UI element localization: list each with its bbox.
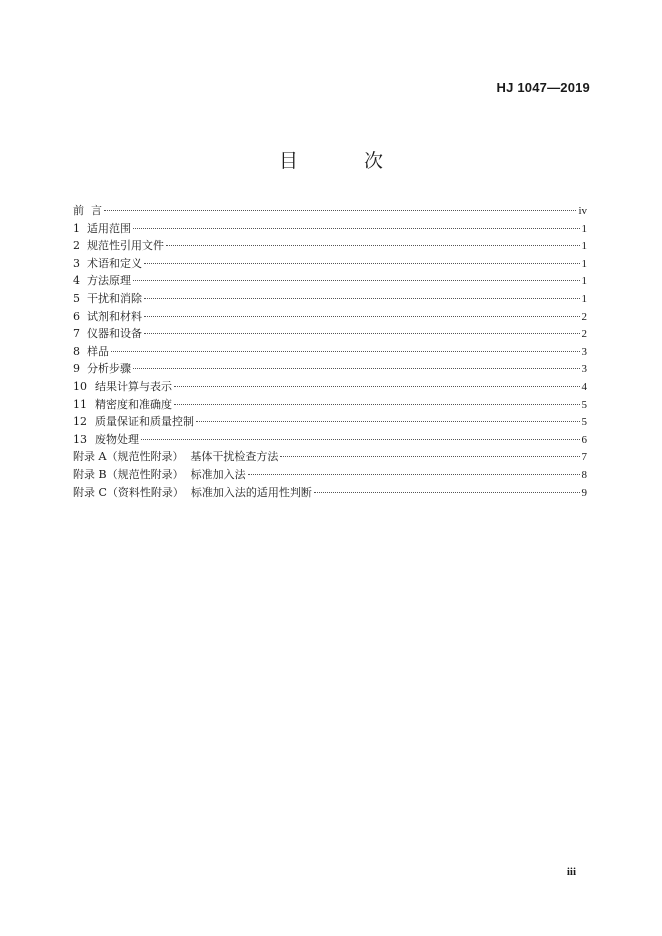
toc-entry-page: 5	[581, 398, 587, 411]
toc-entry[interactable]	[73, 343, 587, 361]
toc-entry-label: 分析步骤	[87, 362, 131, 376]
toc-entry[interactable]	[73, 220, 587, 238]
dot-leader	[144, 297, 580, 299]
toc-entry-number: 13	[73, 432, 87, 446]
toc-entry[interactable]	[73, 466, 587, 484]
dot-leader	[174, 385, 580, 387]
page-title: 目 次	[278, 150, 414, 172]
toc-entry-number: 2	[73, 239, 80, 253]
toc-entry-label: 附录 C（资料性附录） 标准加入法的适用性判断	[73, 485, 312, 499]
dot-leader	[104, 209, 576, 211]
toc-entry-page: 9	[581, 486, 587, 499]
toc-entry-label: 废物处理	[95, 432, 139, 446]
standard-code: HJ 1047—2019	[496, 80, 590, 95]
toc-entry-number: 5	[73, 291, 80, 305]
toc-entry[interactable]	[73, 272, 587, 290]
toc-entry[interactable]	[73, 413, 587, 431]
toc-entry[interactable]	[73, 378, 587, 396]
toc-entry-page: 1	[581, 292, 587, 305]
toc-entry-label: 样品	[87, 344, 109, 358]
toc-entry-number: 7	[73, 327, 80, 341]
toc-entry-label: 规范性引用文件	[87, 239, 164, 253]
dot-leader	[166, 244, 580, 246]
dot-leader	[314, 491, 580, 493]
table-of-contents	[73, 202, 587, 501]
toc-entry-page: 4	[581, 380, 587, 393]
toc-entry-number: 10	[73, 379, 87, 393]
toc-entry-label: 术语和定义	[87, 256, 142, 270]
dot-leader	[141, 438, 580, 440]
toc-entry-number: 12	[73, 415, 87, 429]
dot-leader	[280, 455, 579, 457]
dot-leader	[111, 350, 580, 352]
toc-entry-label: 干扰和消除	[87, 291, 142, 305]
toc-entry-label: 质量保证和质量控制	[95, 415, 194, 429]
dot-leader	[248, 473, 580, 475]
toc-entry-page: 1	[581, 222, 587, 235]
toc-entry[interactable]	[73, 308, 587, 326]
toc-entry-page: 5	[581, 416, 587, 429]
toc-entry-number: 1	[73, 221, 80, 235]
toc-entry-number: 9	[73, 362, 80, 376]
toc-entry-page: 1	[581, 240, 587, 253]
toc-entry-number: 8	[73, 344, 80, 358]
dot-leader	[144, 262, 580, 264]
toc-entry-label: 试剂和材料	[87, 309, 142, 323]
toc-entry[interactable]	[73, 431, 587, 449]
toc-entry-label: 精密度和准确度	[95, 397, 172, 411]
toc-entry[interactable]	[73, 448, 587, 466]
dot-leader	[144, 315, 580, 317]
toc-entry-label: 仪器和设备	[87, 327, 142, 341]
toc-entry[interactable]	[73, 396, 587, 414]
toc-entry-page: 1	[581, 275, 587, 288]
dot-leader	[174, 403, 580, 405]
toc-entry-label: 附录 B（规范性附录） 标准加入法	[73, 467, 246, 481]
toc-entry-label: 前 言	[73, 204, 102, 217]
toc-entry-label: 适用范围	[87, 221, 131, 235]
dot-leader	[133, 279, 580, 281]
toc-entry-number: 11	[73, 397, 87, 411]
toc-entry[interactable]	[73, 360, 587, 378]
toc-entry-label: 附录 A（规范性附录） 基体干扰检查方法	[73, 450, 279, 464]
toc-entry-label: 方法原理	[87, 274, 131, 288]
toc-entry-number: 6	[73, 309, 80, 323]
toc-entry-page: 2	[581, 310, 587, 323]
toc-entry-page: 2	[581, 328, 587, 341]
dot-leader	[196, 420, 580, 422]
toc-entry-page: 8	[581, 468, 587, 481]
toc-entry-page: 7	[581, 451, 587, 464]
toc-entry-page: 1	[581, 257, 587, 270]
toc-entry[interactable]	[73, 290, 587, 308]
page-number: iii	[566, 866, 576, 878]
dot-leader	[144, 332, 580, 334]
toc-entry[interactable]	[73, 255, 587, 273]
dot-leader	[133, 227, 580, 229]
dot-leader	[133, 367, 580, 369]
toc-entry-number: 3	[73, 256, 80, 270]
toc-entry[interactable]	[73, 325, 587, 343]
toc-entry-page: 6	[581, 433, 587, 446]
toc-entry[interactable]	[73, 202, 587, 220]
toc-entry-page: iv	[578, 205, 587, 217]
toc-entry-page: 3	[581, 363, 587, 376]
toc-entry-number: 4	[73, 274, 80, 288]
toc-entry[interactable]	[73, 237, 587, 255]
toc-entry-label: 结果计算与表示	[95, 379, 172, 393]
toc-entry-page: 3	[581, 345, 587, 358]
toc-entry[interactable]	[73, 484, 587, 502]
